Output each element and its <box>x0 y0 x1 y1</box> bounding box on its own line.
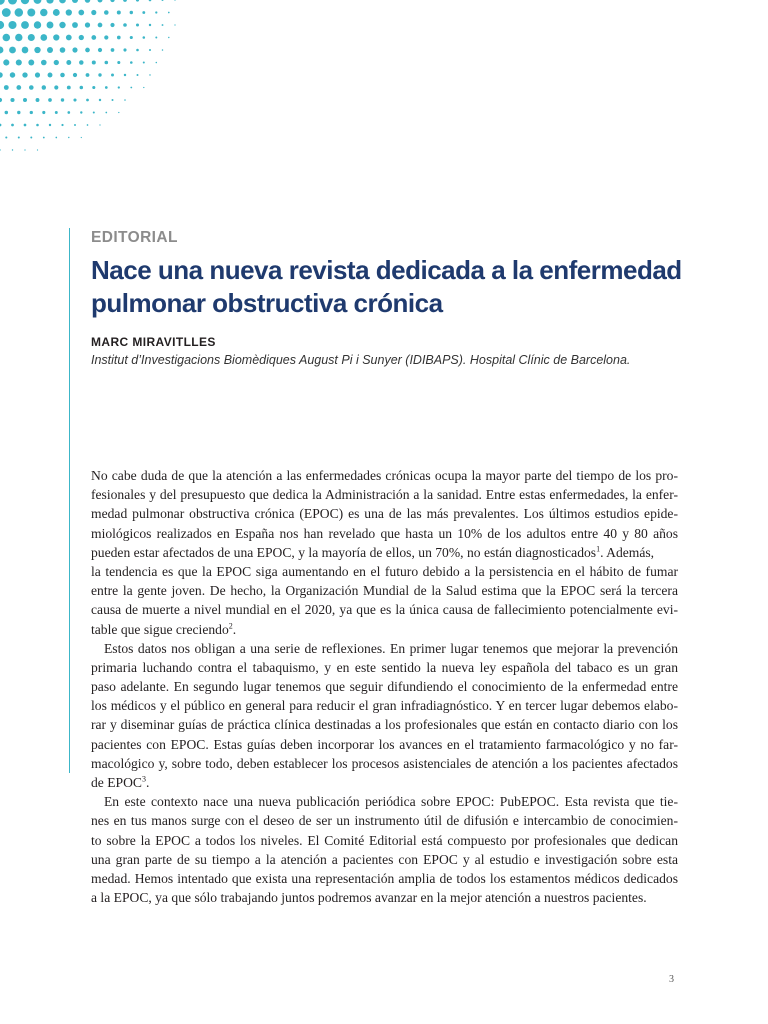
decorative-dot <box>24 149 25 150</box>
decorative-dot <box>43 137 45 139</box>
decorative-dot <box>10 72 15 77</box>
text-run: de EPOC <box>91 775 142 790</box>
decorative-dot <box>55 137 57 139</box>
decorative-dot <box>87 124 89 126</box>
decorative-dot <box>0 98 2 102</box>
decorative-dot <box>156 62 158 64</box>
decorative-dot <box>92 60 96 64</box>
decorative-dot <box>149 24 151 26</box>
decorative-dot <box>110 23 114 27</box>
decorative-dot <box>22 72 27 77</box>
decorative-dot <box>72 0 78 3</box>
text-line: la tendencia es que la EPOC siga aumentando en el futuro debido a la persistencia en el hábito de fumar <box>91 563 678 579</box>
decorative-dot <box>174 24 175 25</box>
decorative-dot <box>118 86 120 88</box>
decorative-dot <box>174 0 175 1</box>
decorative-dot <box>16 85 21 90</box>
text-line: En este contexto nace una nueva publicación periódica sobre EPOC: PubEPOC. Esta revista que tie- <box>104 794 678 810</box>
decorative-dot <box>110 0 114 2</box>
decorative-dot <box>42 85 46 89</box>
text-line <box>91 543 678 562</box>
decorative-dot <box>130 11 133 14</box>
decorative-dot <box>85 48 90 53</box>
decorative-dot <box>98 73 101 76</box>
text-line: No cabe duda de que la atención a las enfermedades crónicas ocupa la mayor parte del tiempo de los pro- <box>91 468 678 483</box>
decorative-dot <box>105 112 107 114</box>
decorative-dot <box>143 61 145 63</box>
decorative-dot <box>118 112 119 113</box>
decorative-dot <box>136 23 139 26</box>
decorative-dot <box>117 11 121 15</box>
decorative-dot <box>16 59 22 65</box>
decorative-dot <box>93 111 95 113</box>
decorative-dot <box>74 124 76 126</box>
decorative-dot <box>86 99 89 102</box>
decorative-dot <box>124 99 126 101</box>
text-line: a la EPOC, ya que sólo trabajando juntos podremos avanzar en la mejor atención a nuestros pacientes. <box>91 890 647 906</box>
decorative-dot <box>91 35 96 40</box>
decorative-dot <box>66 60 71 65</box>
decorative-dot <box>0 0 5 5</box>
decorative-dot <box>104 35 108 39</box>
citation-ref: 2 <box>228 620 233 630</box>
decorative-dot <box>11 124 14 127</box>
decorative-dot <box>123 23 127 27</box>
decorative-dot <box>28 34 35 41</box>
decorative-dot <box>59 0 66 3</box>
decorative-dot <box>130 61 133 64</box>
text-line: rar y diseminar guías de práctica clínica destinadas a los profesionales que están en contacto diario con los <box>91 717 678 733</box>
decorative-dot <box>34 21 41 28</box>
decorative-dot <box>149 74 150 75</box>
decorative-dot <box>2 8 11 17</box>
author-name: MARC MIRAVITLLES <box>91 335 216 349</box>
decorative-dot <box>12 149 13 150</box>
decorative-dot <box>136 49 139 52</box>
text-run: table que sigue creciendo <box>91 621 229 637</box>
decorative-dot <box>123 0 127 2</box>
decorative-dot <box>15 8 23 16</box>
decorative-dot <box>30 137 32 139</box>
decorative-dot <box>98 0 103 2</box>
text-line <box>91 773 678 792</box>
decorative-dot <box>47 47 53 53</box>
decorative-dot <box>23 98 27 102</box>
decorative-dot <box>78 10 84 16</box>
decorative-dot <box>8 0 17 5</box>
decorative-dot <box>73 73 77 77</box>
decorative-dot <box>40 9 47 16</box>
text-line: causa de muerte a nivel mundial en el 2020, ya que es la única causa de fallecimiento potencialmente evi- <box>91 602 678 618</box>
text-line: miológicos realizados en España nos han revelado que hasta un 10% de los adultos entre 40 y 80 años <box>91 525 678 541</box>
article-title-line: pulmonar obstructiva crónica <box>91 288 443 318</box>
decorative-dot <box>0 21 4 29</box>
text-line: los médicos y el público en general para reducir el gran infradiagnóstico. Y en tercer lugar debemos elabo- <box>91 698 678 714</box>
decorative-dot <box>105 61 109 65</box>
decorative-dot <box>61 98 64 101</box>
decorative-dot <box>3 34 11 42</box>
text-line: paso adelante. En segundo lugar tenemos que seguir difundiendo el conocimiento de la enfermedad entre <box>91 679 678 695</box>
article-body <box>91 466 678 907</box>
decorative-dot <box>22 47 29 54</box>
decorative-dot <box>8 21 16 29</box>
decorative-dot <box>111 99 113 101</box>
decorative-dot <box>86 73 90 77</box>
decorative-dot <box>0 124 1 127</box>
decorative-dot <box>79 35 84 40</box>
decorative-dot <box>162 24 164 26</box>
decorative-dot <box>111 48 115 52</box>
decorative-dot <box>0 149 1 150</box>
decorative-dot <box>4 85 9 90</box>
decorative-dot <box>10 98 14 102</box>
decorative-dot <box>99 99 101 101</box>
decorative-dot <box>123 48 126 51</box>
decorative-dot <box>47 22 54 29</box>
decorative-dot <box>42 111 45 114</box>
decorative-dot <box>130 36 133 39</box>
decorative-dot <box>34 47 40 53</box>
decorative-dot <box>54 60 59 65</box>
decorative-dot <box>92 86 95 89</box>
page-number: 3 <box>669 974 674 985</box>
accent-rule <box>69 228 70 773</box>
decorative-dot <box>117 36 121 40</box>
citation-ref: 3 <box>141 774 146 784</box>
decorative-dot <box>18 136 20 138</box>
text-line: macológico y, sobre todo, deben establecer los procesos asistenciales de atención a los pacientes afectados <box>91 755 678 771</box>
decorative-dot <box>29 85 34 90</box>
decorative-dot <box>5 136 7 138</box>
section-label: EDITORIAL <box>91 229 178 246</box>
decorative-dot <box>27 9 35 17</box>
decorative-dot <box>59 22 65 28</box>
decorative-dot <box>105 86 108 89</box>
decorative-dot <box>15 34 22 41</box>
decorative-dot <box>73 98 76 101</box>
decorative-dot <box>0 72 3 78</box>
decorative-dot <box>80 86 84 90</box>
decorative-dot <box>17 111 20 114</box>
decorative-dot <box>104 10 109 15</box>
decorative-dot <box>24 124 27 127</box>
decorative-dot <box>40 34 47 41</box>
decorative-dot <box>155 37 157 39</box>
decorative-dot <box>66 35 72 41</box>
decorative-dot <box>124 74 126 76</box>
decorative-dot <box>60 73 65 78</box>
decorative-dot <box>81 137 82 138</box>
decorative-dot <box>28 60 34 66</box>
decorative-dot <box>55 111 58 114</box>
decorative-dot <box>168 12 170 14</box>
decorative-dot <box>53 9 60 16</box>
text-run: . <box>145 775 150 790</box>
decorative-dot <box>130 87 132 89</box>
decorative-dot <box>79 60 84 65</box>
text-line: nes en tus manos surge con el deseo de ser un instrumento útil de difusión e intercambio de conocimien- <box>91 813 678 829</box>
decorative-dot <box>98 23 103 28</box>
decorative-dot <box>162 0 164 1</box>
text-run: . <box>232 621 237 637</box>
decorative-dot <box>30 111 33 114</box>
decorative-dot <box>37 149 38 150</box>
text-line: una gran parte de su tiempo a la atención a pacientes con EPOC y al estudio e investigación sobre esta <box>91 851 678 867</box>
decorative-dot <box>61 124 63 126</box>
decorative-dot <box>149 49 151 51</box>
decorative-dot <box>67 86 71 90</box>
decorative-dot <box>5 111 8 114</box>
decorative-dot <box>34 0 42 4</box>
decorative-dot <box>54 85 58 89</box>
decorative-dot <box>85 0 91 3</box>
decorative-dot <box>53 34 59 40</box>
decorative-dot <box>111 74 114 77</box>
text-line: pacientes con EPOC. Estas guías deben incorporar los avances en el tratamiento farmacológico y no far- <box>91 736 678 752</box>
decorative-dot <box>85 22 90 27</box>
decorative-dot <box>0 47 3 54</box>
decorative-dot <box>149 0 152 1</box>
decorative-dot <box>21 21 29 29</box>
text-line: fesionales y del presupuesto que dedica la Administración a la sanidad. Entre estas enfermedades, la enfer- <box>91 487 678 503</box>
text-run: . Además, <box>600 544 655 560</box>
decorative-dot <box>36 124 39 127</box>
decorative-dot <box>143 36 146 39</box>
decorative-dot <box>35 72 40 77</box>
text-line: Estos datos nos obligan a una serie de reflexiones. En primer lugar tenemos que mejorar la prevención <box>104 640 678 656</box>
text-run: pueden estar afectados de una EPOC, y la mayoría de ellos, un 70%, no están diagnosticados <box>91 544 597 560</box>
decorative-dot <box>48 98 52 102</box>
citation-ref: 1 <box>596 544 601 554</box>
decorative-dot <box>9 47 16 54</box>
decorative-dot <box>21 0 29 4</box>
decorative-dot <box>49 124 51 126</box>
decorative-dot <box>117 61 120 64</box>
decorative-dot <box>48 73 53 78</box>
decorative-dot <box>60 47 66 53</box>
decorative-dot <box>143 87 144 88</box>
decorative-dot <box>142 11 145 14</box>
decorative-dot <box>3 59 9 65</box>
decorative-dot <box>67 111 70 114</box>
decorative-dot <box>136 0 139 2</box>
decorative-dot <box>72 22 78 28</box>
decorative-dot <box>137 74 139 76</box>
author-affiliation: Institut d’Investigacions Biomèdiques August Pi i Sunyer (IDIBAPS). Hospital Clínic de Barcelona. <box>91 353 631 367</box>
decorative-dot <box>99 124 100 125</box>
text-line: entre la gente joven. De hecho, la Organización Mundial de la Salud estima que la EPOC será la tercera <box>91 583 678 599</box>
decorative-dot <box>66 9 72 15</box>
text-line: medad pulmonar obstructiva crónica (EPOC) es una de las más prevalentes. Los últimos estudios epide- <box>91 506 678 522</box>
text-line: primaria luchando contra el tabaquismo, y en este sentido la nueva ley española del tabaco es un gran <box>91 659 678 675</box>
decorative-dot <box>168 37 169 38</box>
text-line: medad. Hemos intentado que exista una representación amplia de todos los estamentos médicos dedicados <box>91 870 678 886</box>
decorative-dot <box>68 137 69 138</box>
article-title <box>91 254 731 320</box>
decorative-dot <box>91 10 96 15</box>
decorative-dot <box>155 11 157 13</box>
decorative-dot <box>46 0 53 4</box>
decorative-dot <box>72 47 77 52</box>
text-line <box>91 620 678 639</box>
decorative-dot <box>36 98 40 102</box>
decorative-dot <box>162 49 164 51</box>
decorative-dot-pattern <box>0 0 200 190</box>
decorative-dot <box>98 48 102 52</box>
article-title-line: Nace una nueva revista dedicada a la enfermedad <box>91 255 682 285</box>
decorative-dot <box>41 60 47 66</box>
text-line: to sobre la EPOC a todos los niveles. El Comité Editorial está compuesto por profesionales que dedican <box>91 832 678 848</box>
decorative-dot <box>80 111 82 113</box>
